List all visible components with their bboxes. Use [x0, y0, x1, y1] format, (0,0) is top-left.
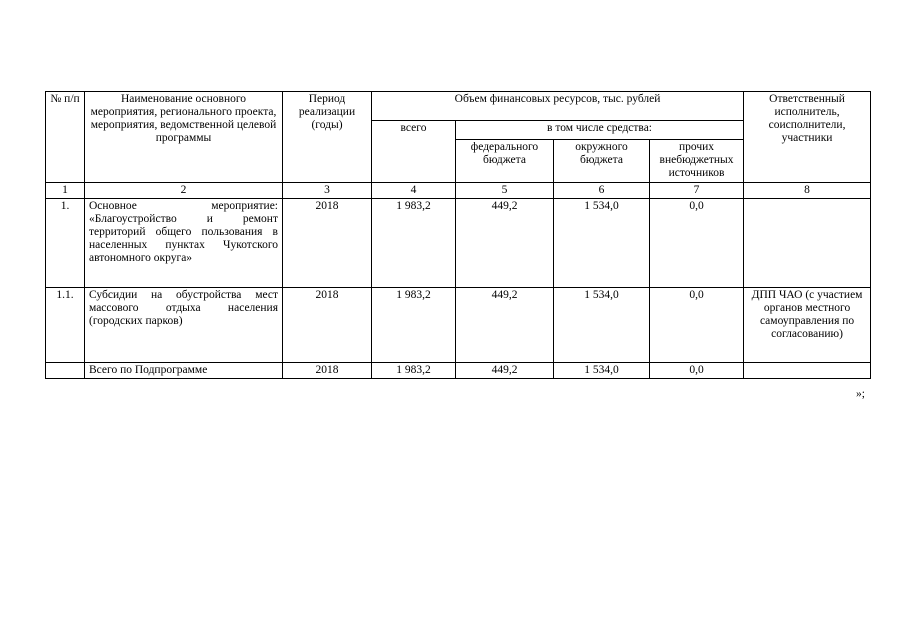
totals-federal: 449,2	[456, 363, 554, 379]
header-including: в том числе средства:	[456, 121, 744, 140]
row-period: 2018	[283, 288, 372, 363]
totals-period: 2018	[283, 363, 372, 379]
header-federal: федерального бюджета	[456, 140, 554, 183]
closing-quote-mark: »;	[856, 388, 865, 400]
totals-responsible	[744, 363, 871, 379]
row-period: 2018	[283, 199, 372, 288]
column-number: 8	[744, 183, 871, 199]
totals-num	[46, 363, 85, 379]
row-responsible: ДПП ЧАО (с участием органов местного самоуправления по согласованию)	[744, 288, 871, 363]
row-federal: 449,2	[456, 288, 554, 363]
column-numbers-row	[46, 183, 871, 199]
budget-table	[45, 91, 871, 379]
row-total: 1 983,2	[372, 288, 456, 363]
row-total: 1 983,2	[372, 199, 456, 288]
table-row	[46, 199, 871, 288]
totals-other: 0,0	[650, 363, 744, 379]
row-num: 1.	[46, 199, 85, 288]
row-other: 0,0	[650, 199, 744, 288]
totals-total: 1 983,2	[372, 363, 456, 379]
column-number: 1	[46, 183, 85, 199]
header-name: Наименование основного мероприятия, регионального проекта, мероприятия, ведомственной целевой программы	[85, 92, 283, 183]
header-period: Период реализации (годы)	[283, 92, 372, 183]
header-total: всего	[372, 121, 456, 183]
row-name: Субсидии на обустройства мест массового отдыха населения (городских парков)	[85, 288, 283, 363]
row-district: 1 534,0	[554, 199, 650, 288]
row-federal: 449,2	[456, 199, 554, 288]
totals-label: Всего по Подпрограмме	[85, 363, 283, 379]
column-number: 5	[456, 183, 554, 199]
row-district: 1 534,0	[554, 288, 650, 363]
row-name: Основное мероприятие: «Благоустройство и ремонт территорий общего пользования в населенных пунктах Чукотского автономного округа»	[85, 199, 283, 288]
totals-row	[46, 363, 871, 379]
column-number: 3	[283, 183, 372, 199]
column-number: 2	[85, 183, 283, 199]
column-number: 6	[554, 183, 650, 199]
header-responsible: Ответственный исполнитель, соисполнители, участники	[744, 92, 871, 183]
header-num: № п/п	[46, 92, 85, 183]
row-num: 1.1.	[46, 288, 85, 363]
totals-district: 1 534,0	[554, 363, 650, 379]
header-row-1	[46, 92, 871, 121]
header-volume: Объем финансовых ресурсов, тыс. рублей	[372, 92, 744, 121]
row-other: 0,0	[650, 288, 744, 363]
column-number: 4	[372, 183, 456, 199]
row-responsible	[744, 199, 871, 288]
header-district: окружного бюджета	[554, 140, 650, 183]
header-other: прочих внебюджетных источников	[650, 140, 744, 183]
column-number: 7	[650, 183, 744, 199]
table-row	[46, 288, 871, 363]
